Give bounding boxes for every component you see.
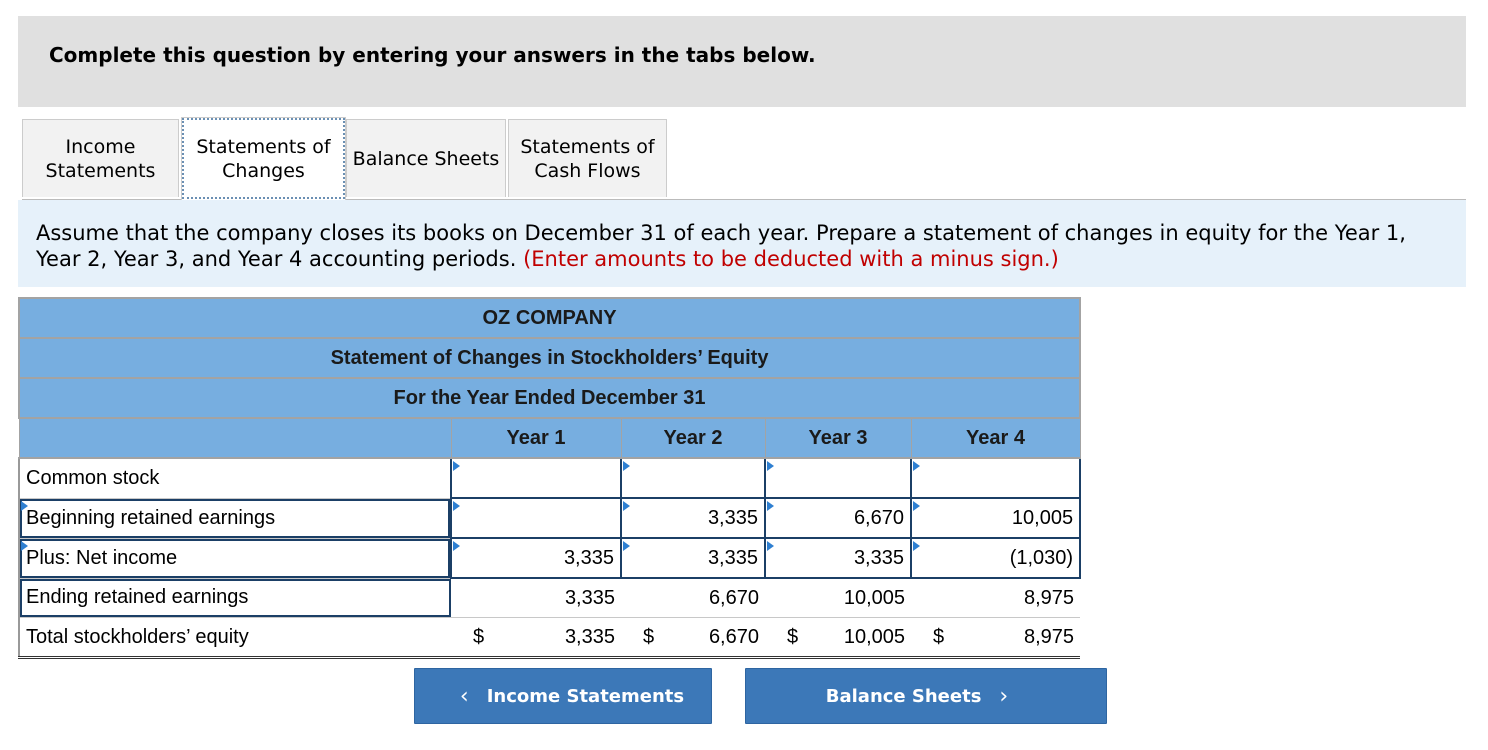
prev-button-label: Income Statements (486, 685, 685, 707)
table-row (19, 498, 1080, 538)
chevron-right-icon: › (999, 683, 1009, 709)
table-row (19, 618, 1080, 658)
row-label-net-income[interactable]: Plus: Net income (19, 538, 451, 578)
net-income-year3-input[interactable]: 3,335 (765, 538, 911, 578)
total-equity-value: 8,975 (1024, 625, 1075, 648)
year-header: Year 1 (451, 418, 621, 458)
statement-table (18, 297, 1081, 659)
tab-label: Changes (222, 160, 305, 182)
row-label-total-equity: Total stockholders’ equity (19, 618, 451, 658)
tab-label: Statements of (520, 135, 655, 158)
common-stock-year4-input[interactable] (911, 458, 1080, 498)
ending-re-year2: 6,670 (621, 578, 765, 618)
net-income-year2-input[interactable]: 3,335 (621, 538, 765, 578)
statement-title: Statement of Changes in Stockholders’ Equity (19, 338, 1080, 378)
chevron-left-icon: ‹ (459, 683, 469, 709)
beginning-re-year1-input[interactable] (451, 498, 621, 538)
common-stock-year3-input[interactable] (765, 458, 911, 498)
total-equity-year2 (621, 618, 765, 658)
tab-label: Cash Flows (534, 159, 641, 182)
instructions-note: (Enter amounts to be deducted with a minus sign.) (523, 247, 1059, 271)
row-label-common-stock: Common stock (19, 458, 451, 498)
table-row (19, 538, 1080, 578)
ending-re-year1: 3,335 (451, 578, 621, 618)
tab-statements-of-changes[interactable] (181, 117, 346, 200)
table-row (19, 458, 1080, 498)
instructions-panel (18, 200, 1466, 287)
tab-bar (22, 118, 1466, 200)
tab-statements-of-cash-flows[interactable] (508, 119, 667, 197)
beginning-re-year4-input[interactable]: 10,005 (911, 498, 1080, 538)
total-equity-value: 3,335 (564, 625, 615, 648)
instructions-body: Assume that the company closes its books on December 31 of each year. Prepare a statement of changes in equity for the Year 1, Year 2, Year 3, and Year 4 accounting periods. (36, 221, 1406, 271)
tab-label: Income (65, 135, 136, 158)
statement-period: For the Year Ended December 31 (19, 378, 1080, 418)
year-header: Year 2 (621, 418, 765, 458)
total-equity-year3 (765, 618, 911, 658)
common-stock-year2-input[interactable] (621, 458, 765, 498)
total-equity-value: 6,670 (708, 625, 759, 648)
currency-symbol: $ (933, 626, 945, 648)
company-name: OZ COMPANY (19, 298, 1080, 338)
tab-label: Statements of (196, 136, 331, 158)
tab-label: Balance Sheets (352, 147, 500, 170)
year-header: Year 3 (765, 418, 911, 458)
net-income-year4-input[interactable]: (1,030) (911, 538, 1080, 578)
common-stock-year1-input[interactable] (451, 458, 621, 498)
beginning-re-year2-input[interactable]: 3,335 (621, 498, 765, 538)
total-equity-year1 (451, 618, 621, 658)
tab-income-statements[interactable] (22, 119, 179, 197)
currency-symbol: $ (473, 626, 485, 648)
year-header: Year 4 (911, 418, 1080, 458)
next-button-label: Balance Sheets (825, 685, 982, 707)
ending-re-year3: 10,005 (765, 578, 911, 618)
table-row (19, 578, 1080, 618)
currency-symbol: $ (787, 626, 799, 648)
total-equity-value: 10,005 (843, 625, 905, 648)
instructions-text (36, 220, 1456, 272)
tab-balance-sheets[interactable] (346, 119, 506, 197)
row-label-beginning-re[interactable]: Beginning retained earnings (19, 498, 451, 538)
tab-label: Statements (45, 159, 156, 182)
banner-text: Complete this question by entering your answers in the tabs below. (49, 43, 816, 67)
instruction-banner (18, 16, 1466, 107)
ending-re-year4: 8,975 (911, 578, 1080, 618)
beginning-re-year3-input[interactable]: 6,670 (765, 498, 911, 538)
next-balance-sheets-button[interactable] (745, 668, 1107, 724)
prev-income-statements-button[interactable] (414, 668, 712, 724)
row-label-ending-re[interactable]: Ending retained earnings (19, 578, 451, 618)
header-blank (19, 418, 451, 458)
total-equity-year4 (911, 618, 1080, 658)
currency-symbol: $ (643, 626, 655, 648)
net-income-year1-input[interactable]: 3,335 (451, 538, 621, 578)
